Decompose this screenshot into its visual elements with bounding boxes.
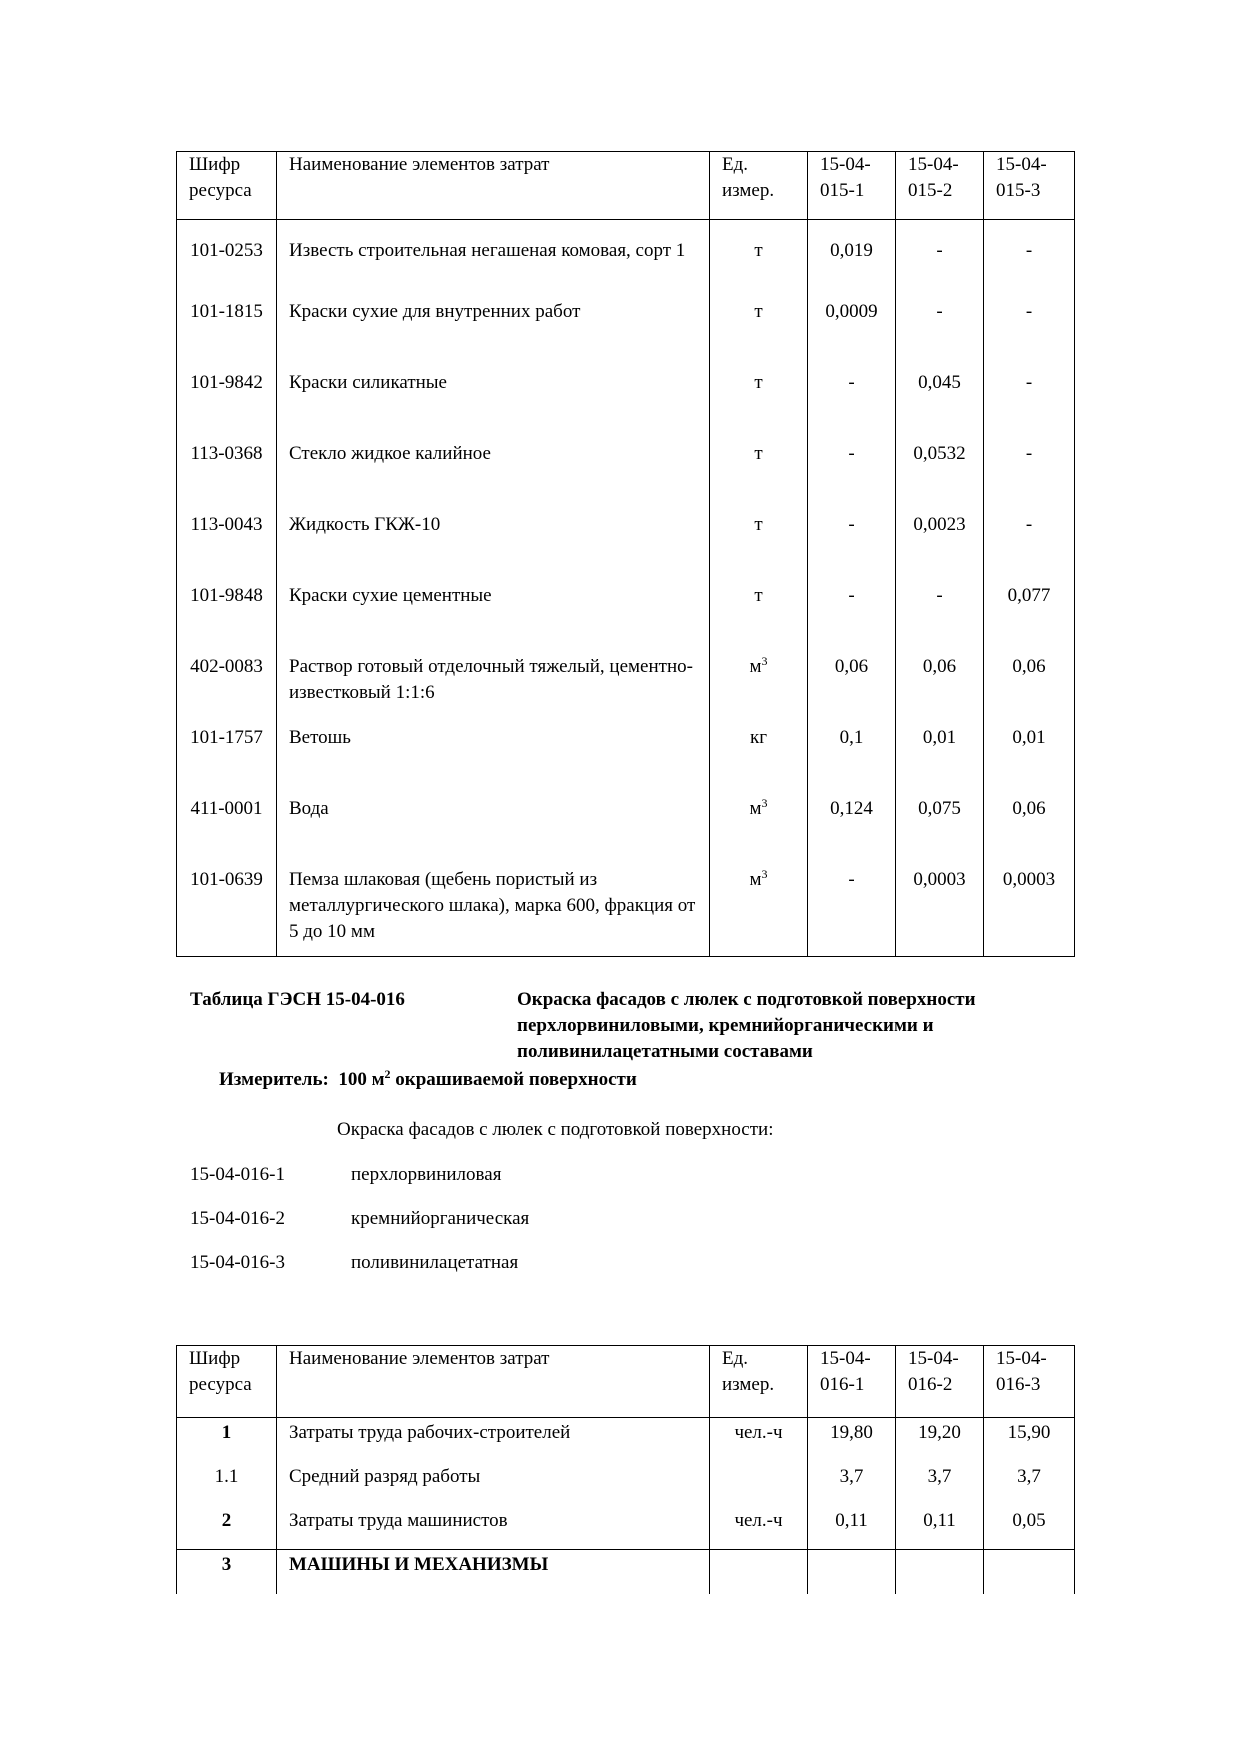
- row-code: 101-1757: [177, 717, 277, 788]
- table-title: Окраска фасадов с люлек с подготовкой поверхности перхлорвиниловыми, кремнийорганическими и поливинилацетатными составами: [517, 989, 976, 1062]
- unit-superscript: 3: [761, 653, 768, 668]
- row-code: 101-1815: [177, 291, 277, 362]
- variant-name: поливинилацетатная: [351, 1252, 519, 1273]
- header-col-1: 15-04-015-1: [808, 152, 896, 220]
- meter-tail: окрашиваемой поверхности: [390, 1069, 637, 1090]
- row-value-2: -: [896, 575, 984, 646]
- meter-label: Измеритель:: [219, 1069, 329, 1090]
- row-name: Затраты труда машинистов: [277, 1506, 710, 1550]
- row-unit: кг: [710, 717, 808, 788]
- row-unit: чел.-ч: [710, 1506, 808, 1550]
- variant-name: кремнийорганическая: [351, 1208, 530, 1229]
- header-name: Наименование элементов затрат: [277, 1346, 710, 1418]
- row-code: 1: [177, 1418, 277, 1462]
- row-value-3: 0,077: [984, 575, 1075, 646]
- row-code: 101-0639: [177, 859, 277, 957]
- row-code: 3: [177, 1550, 277, 1594]
- row-name: Раствор готовый отделочный тяжелый, цементно-известковый 1:1:6: [277, 646, 710, 717]
- variant-code: 15-04-016-1: [190, 1164, 285, 1185]
- row-value-3: -: [984, 291, 1075, 362]
- row-code: 1.1: [177, 1462, 277, 1506]
- variant-code: 15-04-016-3: [190, 1252, 285, 1273]
- row-name: Известь строительная негашеная комовая, сорт 1: [277, 220, 710, 291]
- header-unit: Ед. измер.: [710, 152, 808, 220]
- table-row: [177, 859, 1075, 957]
- row-value-3: -: [984, 504, 1075, 575]
- unit-text: м: [749, 655, 762, 677]
- table-row: [177, 575, 1075, 646]
- header-col-2: 15-04-016-2: [896, 1346, 984, 1418]
- row-unit: т: [710, 575, 808, 646]
- meter-line: [219, 1067, 637, 1093]
- row-code: 411-0001: [177, 788, 277, 859]
- row-unit: т: [710, 291, 808, 362]
- row-unit: [710, 859, 808, 957]
- row-value-1: -: [808, 504, 896, 575]
- row-code: 2: [177, 1506, 277, 1550]
- table-row: [177, 717, 1075, 788]
- header-col-3: 15-04-016-3: [984, 1346, 1075, 1418]
- row-value-1: 3,7: [808, 1462, 896, 1506]
- meter-value: 100 м: [338, 1069, 385, 1090]
- resource-table-15-04-016: [176, 1345, 1075, 1594]
- table-row: [177, 1418, 1075, 1462]
- row-value-1: [808, 1550, 896, 1594]
- row-unit: [710, 788, 808, 859]
- row-value-2: 0,11: [896, 1506, 984, 1550]
- row-unit: т: [710, 362, 808, 433]
- row-unit: т: [710, 504, 808, 575]
- row-value-2: 0,01: [896, 717, 984, 788]
- unit-superscript: 3: [761, 795, 768, 810]
- row-value-3: -: [984, 220, 1075, 291]
- row-value-2: 3,7: [896, 1462, 984, 1506]
- row-value-3: 0,01: [984, 717, 1075, 788]
- header-col-3: 15-04-015-3: [984, 152, 1075, 220]
- table-row: [177, 220, 1075, 291]
- row-unit: [710, 1550, 808, 1594]
- row-name: Ветошь: [277, 717, 710, 788]
- row-name: МАШИНЫ И МЕХАНИЗМЫ: [277, 1550, 710, 1594]
- row-value-1: -: [808, 362, 896, 433]
- row-value-2: 0,045: [896, 362, 984, 433]
- row-value-1: 0,06: [808, 646, 896, 717]
- row-value-3: 3,7: [984, 1462, 1075, 1506]
- row-unit: [710, 1462, 808, 1506]
- row-code: 101-0253: [177, 220, 277, 291]
- header-code: Шифр ресурса: [177, 1346, 277, 1418]
- row-value-3: -: [984, 362, 1075, 433]
- row-code: 402-0083: [177, 646, 277, 717]
- variant-code: 15-04-016-2: [190, 1208, 285, 1229]
- header-code: Шифр ресурса: [177, 152, 277, 220]
- table-header-row: [177, 1346, 1075, 1418]
- row-value-2: 0,0003: [896, 859, 984, 957]
- table-row: [177, 1462, 1075, 1506]
- unit-text: м: [749, 868, 762, 890]
- row-name: Пемза шлаковая (щебень пористый из металлургического шлака), марка 600, фракция от 5 до 10 мм: [277, 859, 710, 957]
- row-value-2: 0,075: [896, 788, 984, 859]
- variant-item: [190, 1162, 501, 1188]
- variants-subtitle: Окраска фасадов с люлек с подготовкой поверхности:: [337, 1119, 774, 1140]
- row-value-1: 0,1: [808, 717, 896, 788]
- row-value-3: 0,05: [984, 1506, 1075, 1550]
- table-row: [177, 504, 1075, 575]
- row-value-3: -: [984, 433, 1075, 504]
- table-row: [177, 646, 1075, 717]
- header-col-2: 15-04-015-2: [896, 152, 984, 220]
- table-label: Таблица ГЭСН 15-04-016: [190, 989, 405, 1010]
- table-row: [177, 788, 1075, 859]
- row-value-2: 0,0023: [896, 504, 984, 575]
- table-row: [177, 433, 1075, 504]
- row-value-1: 0,124: [808, 788, 896, 859]
- unit-superscript: 3: [761, 866, 768, 881]
- row-name: Стекло жидкое калийное: [277, 433, 710, 504]
- row-value-1: 0,11: [808, 1506, 896, 1550]
- row-value-1: 0,019: [808, 220, 896, 291]
- header-col-1: 15-04-016-1: [808, 1346, 896, 1418]
- row-name: Вода: [277, 788, 710, 859]
- row-code: 113-0043: [177, 504, 277, 575]
- row-value-1: 19,80: [808, 1418, 896, 1462]
- row-unit: т: [710, 220, 808, 291]
- row-name: Жидкость ГКЖ-10: [277, 504, 710, 575]
- row-code: 101-9842: [177, 362, 277, 433]
- row-code: 101-9848: [177, 575, 277, 646]
- row-value-1: -: [808, 575, 896, 646]
- row-value-1: 0,0009: [808, 291, 896, 362]
- row-name: Краски сухие цементные: [277, 575, 710, 646]
- variant-item: [190, 1206, 529, 1232]
- table-row: [177, 362, 1075, 433]
- row-value-1: -: [808, 433, 896, 504]
- header-name: Наименование элементов затрат: [277, 152, 710, 220]
- row-name: Средний разряд работы: [277, 1462, 710, 1506]
- table-row: [177, 291, 1075, 362]
- row-value-2: 19,20: [896, 1418, 984, 1462]
- row-name: Краски сухие для внутренних работ: [277, 291, 710, 362]
- row-value-2: [896, 1550, 984, 1594]
- row-unit: [710, 646, 808, 717]
- row-name: Затраты труда рабочих-строителей: [277, 1418, 710, 1462]
- variant-item: [190, 1250, 518, 1276]
- row-value-3: 0,06: [984, 788, 1075, 859]
- row-value-2: 0,06: [896, 646, 984, 717]
- row-value-3: [984, 1550, 1075, 1594]
- table-header-row: [177, 152, 1075, 220]
- row-name: Краски силикатные: [277, 362, 710, 433]
- row-value-1: -: [808, 859, 896, 957]
- row-unit: чел.-ч: [710, 1418, 808, 1462]
- table-row: [177, 1550, 1075, 1594]
- variant-name: перхлорвиниловая: [351, 1164, 502, 1185]
- table-row: [177, 1506, 1075, 1550]
- header-unit: Ед. измер.: [710, 1346, 808, 1418]
- row-value-2: 0,0532: [896, 433, 984, 504]
- row-value-2: -: [896, 220, 984, 291]
- row-value-3: 0,06: [984, 646, 1075, 717]
- unit-text: м: [749, 797, 762, 819]
- row-value-2: -: [896, 291, 984, 362]
- row-value-3: 0,0003: [984, 859, 1075, 957]
- row-value-3: 15,90: [984, 1418, 1075, 1462]
- row-code: 113-0368: [177, 433, 277, 504]
- row-unit: т: [710, 433, 808, 504]
- meter-superscript: 2: [384, 1067, 391, 1081]
- resource-table-15-04-015: [176, 151, 1075, 957]
